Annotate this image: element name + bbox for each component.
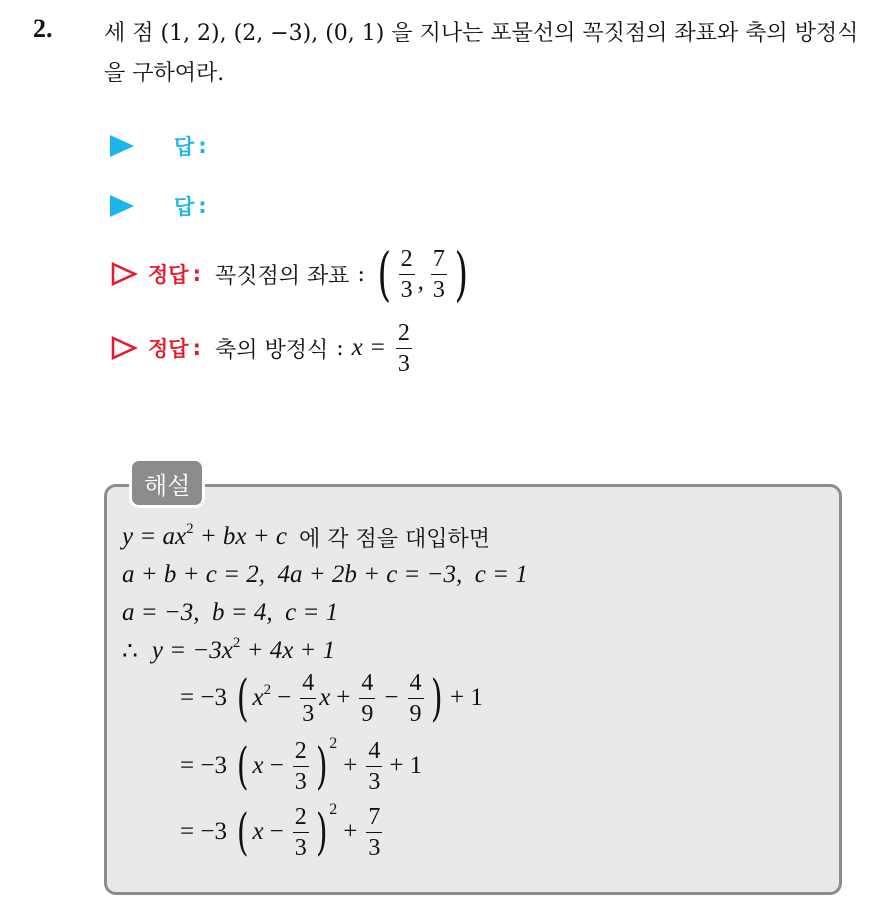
- answer-label: 답: [174, 195, 195, 219]
- superscript: 2: [329, 801, 338, 818]
- math: + 1: [450, 684, 483, 711]
- answer-colon: :: [198, 194, 207, 218]
- left-paren: (: [236, 803, 249, 861]
- math: −: [277, 684, 292, 711]
- fraction: $\frac{4}{9}$: [409, 669, 422, 727]
- math: + 1: [389, 752, 423, 779]
- math: + 4x + 1: [240, 637, 336, 664]
- math: +: [336, 684, 351, 711]
- superscript: 2: [186, 520, 194, 537]
- math: + bx + c: [193, 523, 287, 550]
- math: y = ax: [122, 523, 187, 550]
- equals: =: [370, 334, 385, 361]
- fraction: $\frac{7}{3}$: [432, 245, 445, 303]
- question-text: 세 점 (1, 2), (2, −3), (0, 1) 을 지나는 포물선의 꼭짓점의 좌표와 축의 방정식을 구하여라.: [104, 21, 859, 86]
- math: = −3: [180, 684, 227, 711]
- solution-line-2: a + b + c = 2, 4a + 2b + c = −3, c = 1: [122, 561, 528, 588]
- left-paren: (: [236, 737, 249, 795]
- answer2-colon: :: [336, 335, 344, 361]
- superscript: 2: [232, 634, 241, 651]
- outline-triangle-icon: [110, 261, 138, 287]
- math: x: [319, 684, 331, 711]
- right-paren: ): [454, 240, 468, 308]
- solution-line-7: [180, 800, 385, 864]
- correct-label: 정답: [148, 337, 189, 361]
- math: = −3: [180, 752, 227, 779]
- fraction: $\frac{2}{3}$: [397, 319, 410, 377]
- outline-triangle-icon: [110, 335, 138, 361]
- math: x: [252, 752, 264, 779]
- play-marker-icon: [110, 195, 134, 217]
- question-number: 2.: [33, 14, 53, 43]
- answer-blank-2: [110, 178, 207, 234]
- answer-label: 답: [174, 135, 195, 159]
- solution-line-1: [122, 518, 490, 556]
- right-paren: ): [430, 669, 443, 727]
- math: x: [252, 684, 264, 711]
- left-paren: (: [236, 669, 249, 727]
- korean-text: 에 각 점을 대입하면: [299, 526, 490, 552]
- left-paren: (: [377, 240, 392, 308]
- therefore-symbol: ∴: [122, 638, 138, 665]
- play-marker-icon: [110, 135, 134, 157]
- answer1-prefix: 꼭짓점의 좌표: [214, 263, 350, 289]
- math: +: [343, 752, 358, 779]
- fraction: $\frac{4}{9}$: [361, 669, 374, 727]
- fraction: $\frac{4}{3}$: [368, 737, 381, 795]
- solution-title: 해설: [129, 458, 205, 508]
- correct-answer-1: [110, 240, 472, 308]
- math: −: [384, 684, 399, 711]
- fraction: $\frac{2}{3}$: [294, 803, 307, 861]
- math: −: [269, 818, 284, 845]
- answer-colon: :: [198, 134, 207, 158]
- fraction: $\frac{2}{3}$: [294, 737, 307, 795]
- solution-line-4: [122, 632, 335, 670]
- math: = −3: [180, 818, 227, 845]
- correct-label: 정답: [148, 263, 189, 287]
- fraction: $\frac{7}{3}$: [368, 803, 381, 861]
- right-paren: ): [315, 803, 328, 861]
- variable-x: x: [351, 334, 363, 361]
- math: −: [269, 752, 284, 779]
- math: y = −3x: [151, 637, 233, 664]
- solution-line-6: [180, 734, 422, 798]
- correct-colon: :: [192, 336, 201, 360]
- right-paren: ): [315, 737, 328, 795]
- fraction: $\frac{2}{3}$: [400, 245, 413, 303]
- answer-blank-1: [110, 118, 207, 174]
- comma: ,: [417, 268, 424, 295]
- superscript: 2: [329, 735, 338, 752]
- answer1-colon: :: [357, 261, 365, 287]
- solution-line-3: a = −3, b = 4, c = 1: [122, 599, 339, 626]
- answer2-prefix: 축의 방정식: [214, 337, 329, 363]
- fraction: $\frac{4}{3}$: [302, 669, 315, 727]
- solution-line-5: [180, 666, 483, 730]
- correct-answer-2: [110, 318, 415, 378]
- math: x: [252, 818, 264, 845]
- superscript: 2: [263, 681, 272, 698]
- correct-colon: :: [192, 262, 201, 286]
- math: +: [343, 818, 358, 845]
